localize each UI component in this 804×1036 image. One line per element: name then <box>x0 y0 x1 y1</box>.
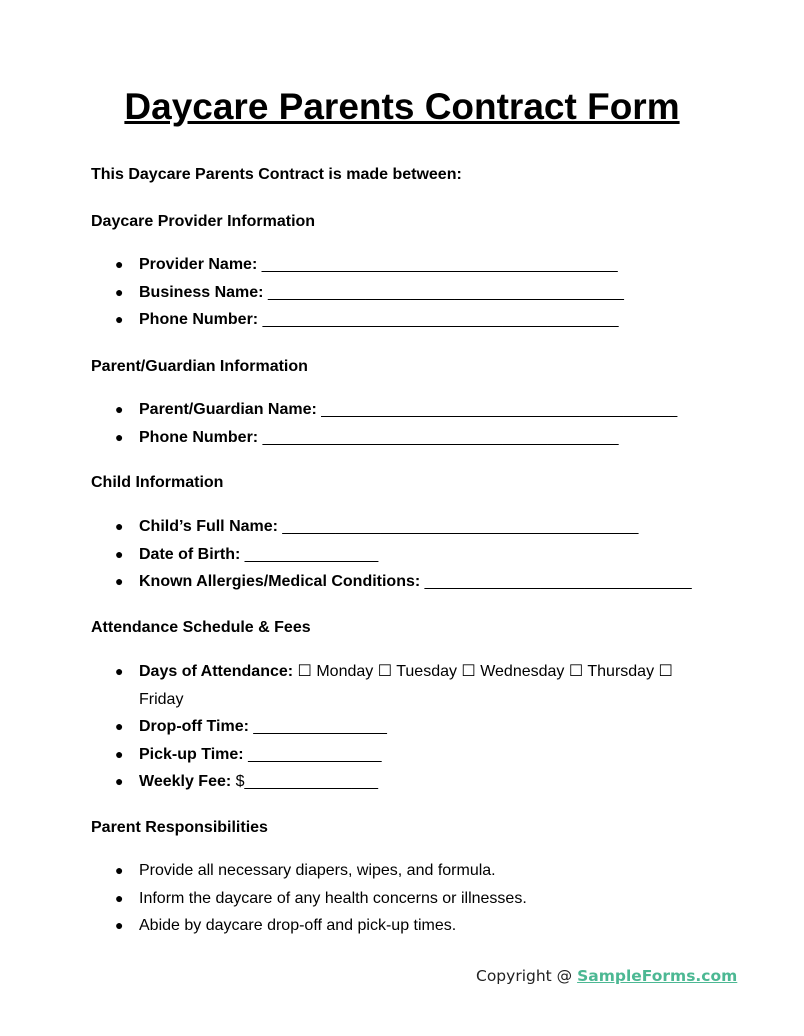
field-label: Pick-up Time: <box>139 745 244 763</box>
bullet-icon: ● <box>115 518 124 534</box>
bullet-icon: ● <box>115 917 124 934</box>
bullet-icon: ● <box>115 862 124 878</box>
responsibility-text: Abide by daycare drop-off and pick-up times. <box>139 917 457 935</box>
field-blank[interactable]: _______________ <box>248 718 387 736</box>
bullet-icon: ● <box>115 718 124 735</box>
child-section-heading: Child Information <box>91 474 224 491</box>
field-label: Child’s Full Name: <box>139 518 278 535</box>
parent-section-heading: Parent/Guardian Information <box>91 358 308 375</box>
attendance-list <box>91 658 711 796</box>
days-checkboxes[interactable]: ☐ Monday ☐ Tuesday ☐ Wednesday ☐ Thursday ☐ Friday <box>139 663 673 708</box>
responsibility-text: Inform the daycare of any health concerns or illnesses. <box>139 889 527 907</box>
field-label: Known Allergies/Medical Conditions: <box>139 573 421 591</box>
list-item <box>91 541 711 569</box>
provider-list <box>91 251 711 334</box>
list-item <box>91 741 711 769</box>
list-item <box>91 857 711 885</box>
copyright-prefix: Copyright @ <box>476 967 578 985</box>
field-label: Days of Attendance: <box>139 663 294 680</box>
field-label: Weekly Fee: <box>139 773 232 791</box>
list-item <box>91 568 711 596</box>
provider-section-heading: Daycare Provider Information <box>91 213 316 230</box>
copyright-footer <box>476 966 737 986</box>
bullet-icon: ● <box>115 401 124 417</box>
bullet-icon: ● <box>115 428 124 445</box>
field-blank[interactable]: ______________________________ <box>420 573 692 591</box>
field-blank[interactable]: _______________ <box>243 745 382 763</box>
field-blank[interactable]: ________________________________________ <box>257 256 618 273</box>
list-item <box>91 251 711 279</box>
child-list <box>91 513 711 596</box>
bullet-icon: ● <box>115 311 124 328</box>
field-label: Parent/Guardian Name: <box>139 401 317 418</box>
field-blank[interactable]: ________________________________________ <box>258 311 619 329</box>
field-label: Phone Number: <box>139 311 259 329</box>
attendance-section-heading: Attendance Schedule & Fees <box>91 619 311 636</box>
field-label: Date of Birth: <box>139 545 241 563</box>
list-item <box>91 306 711 334</box>
list-item <box>91 885 711 913</box>
field-blank[interactable]: ________________________________________ <box>258 428 619 446</box>
page-title: Daycare Parents Contract Form <box>124 86 680 127</box>
list-item <box>91 513 711 541</box>
field-blank[interactable]: ________________________________________ <box>277 518 639 535</box>
list-item <box>91 713 711 741</box>
bullet-icon: ● <box>115 663 124 679</box>
bullet-icon: ● <box>115 545 124 562</box>
field-label: Phone Number: <box>139 428 259 446</box>
field-label: Provider Name: <box>139 256 258 273</box>
field-blank[interactable]: ________________________________________ <box>263 283 624 301</box>
list-item <box>91 396 711 424</box>
bullet-icon: ● <box>115 283 124 300</box>
list-item <box>91 768 711 796</box>
responsibilities-section-heading: Parent Responsibilities <box>91 819 268 836</box>
responsibility-text: Provide all necessary diapers, wipes, and formula. <box>139 862 496 879</box>
sampleforms-link[interactable]: SampleForms.com <box>577 967 738 985</box>
bullet-icon: ● <box>115 889 124 906</box>
bullet-icon: ● <box>115 256 124 272</box>
bullet-icon: ● <box>115 773 124 790</box>
field-label: Drop-off Time: <box>139 718 249 736</box>
bullet-icon: ● <box>115 573 124 590</box>
list-item <box>91 658 711 713</box>
parent-list <box>91 396 711 451</box>
field-blank[interactable]: _______________ <box>240 545 379 563</box>
field-blank[interactable]: $_______________ <box>231 773 379 791</box>
list-item <box>91 912 711 940</box>
list-item <box>91 424 711 452</box>
bullet-icon: ● <box>115 745 124 762</box>
responsibilities-list <box>91 857 711 940</box>
list-item <box>91 279 711 307</box>
field-blank[interactable]: ________________________________________ <box>316 401 678 418</box>
field-label: Business Name: <box>139 283 264 301</box>
intro-text: This Daycare Parents Contract is made between: <box>91 166 462 183</box>
